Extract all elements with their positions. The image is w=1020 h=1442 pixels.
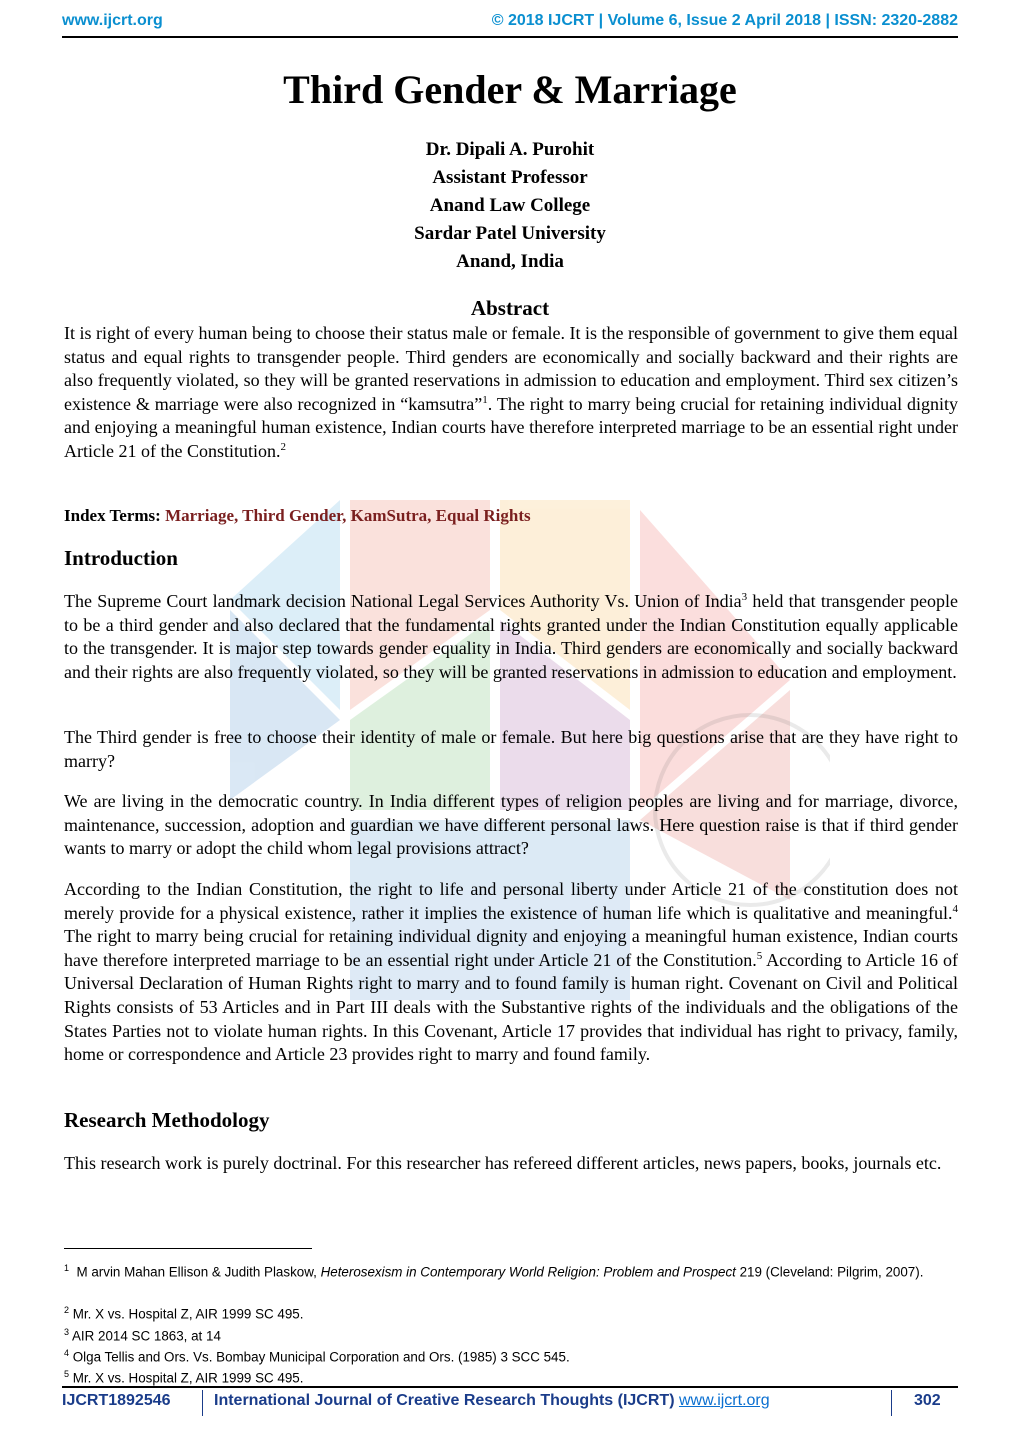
author-university: Sardar Patel University: [414, 223, 606, 244]
page-number: 302: [914, 1392, 941, 1409]
abstract-text: It is right of every human being to choose their status male or female. It is the responsible of government to give them equal status and equal rights to transgender people. Third genders are economically and socially backward and their rights are also frequently violated, so they will be granted reservations in admission to education and employment. Third sex citizen’s existence & marriage were also recognized in “kamsutra”$^1$. The right to marry being crucial for retaining individual dignity and enjoying a meaningful human existence, Indian courts have therefore interpreted marriage to be an essential right under Article 21 of the Constitution.$^2$: [64, 323, 958, 461]
paper-id: IJCRT1892546: [62, 1392, 171, 1409]
author-college: Anand Law College: [429, 195, 591, 216]
journal-name: International Journal of Creative Research Thoughts (IJCRT) www.ijcrt.org: [214, 1392, 770, 1409]
methodology-heading: Research Methodology: [64, 1108, 270, 1132]
paper-title: Third Gender & Marriage: [283, 67, 737, 112]
running-footer: [62, 1386, 958, 1418]
footnote-divider: [64, 1248, 312, 1249]
footer-separator: [891, 1390, 892, 1416]
journal-link[interactable]: www.ijcrt.org: [678, 1392, 770, 1409]
footnote-2: $^2$ Mr. X vs. Hospital Z, AIR 1999 SC 495.: [64, 1305, 304, 1322]
footnote-4: $^4$ Olga Tellis and Ors. Vs. Bombay Municipal Corporation and Ors. (1985) 3 SCC 545.: [64, 1348, 570, 1365]
author-block: [0, 136, 1020, 276]
footnote-5: $^5$ Mr. X vs. Hospital Z, AIR 1999 SC 495.: [64, 1369, 304, 1386]
introduction-heading: Introduction: [64, 546, 178, 570]
intro-paragraph-1: The Supreme Court landmark decision National Legal Services Authority Vs. Union of India$^3$ held that transgender people to be a third gender and also declared that the fundamental rights granted under the Indian Constitution equally applicable to the transgender. It is major step towards gender equality in India. Third genders are economically and socially backward and their rights are also frequently violated, so they will be granted reservations in admission to education and employment.: [64, 591, 958, 682]
header-site[interactable]: www.ijcrt.org: [62, 12, 163, 29]
intro-paragraph-4: According to the Indian Constitution, the right to life and personal liberty under Article 21 of the constitution does not merely provide for a physical existence, rather it implies the existence of human life which is qualitative and meaningful.$^4$ The right to marry being crucial for retaining individual dignity and enjoying a meaningful human existence, Indian courts have therefore interpreted marriage to be an essential right under Article 21 of the Constitution.$^5$ According to Article 16 of Universal Declaration of Human Rights right to marry and to found family is human right. Covenant on Civil and Political Rights consists of 53 Articles and in Part III deals with the Substantive rights of the individuals and the obligations of the States Parties not to violate human rights. In this Covenant, Article 17 provides that individual has right to privacy, family, home or correspondence and Article 23 provides right to marry and found family.: [64, 879, 958, 1065]
abstract-heading: Abstract: [470, 296, 550, 320]
header-citation: © 2018 IJCRT | Volume 6, Issue 2 April 2018 | ISSN: 2320-2882: [491, 12, 958, 29]
intro-paragraph-2: The Third gender is free to choose their identity of male or female. But here big questions arise that are they have right to marry?: [64, 727, 958, 771]
intro-paragraph-3: We are living in the democratic country. In India different types of religion peoples are living and for marriage, divorce, maintenance, succession, adoption and guardian we have different personal laws. Here question raise is that if third gender wants to marry or adopt the child whom legal provisions attract?: [64, 791, 958, 859]
running-header: [62, 10, 958, 38]
footer-separator: [202, 1390, 203, 1416]
author-name: Dr. Dipali A. Purohit: [425, 139, 595, 160]
methodology-paragraph: This research work is purely doctrinal. For this researcher has refereed different articles, news papers, books, journals etc.: [64, 1153, 942, 1173]
index-terms: [64, 506, 531, 526]
author-location: Anand, India: [456, 251, 564, 272]
footnote-1: $^1$ M arvin Mahan Ellison & Judith Plaskow, Heterosexism in Contemporary World Religion: Problem and Prospect 219 (Cleveland: Pilgrim, 2007).: [64, 1263, 924, 1280]
index-terms-values: Marriage, Third Gender, KamSutra, Equal Rights: [165, 506, 531, 525]
index-terms-label: Index Terms:: [64, 506, 161, 525]
author-position: Assistant Professor: [432, 167, 588, 188]
footnote-3: $^3$ AIR 2014 SC 1863, at 14: [64, 1327, 221, 1344]
